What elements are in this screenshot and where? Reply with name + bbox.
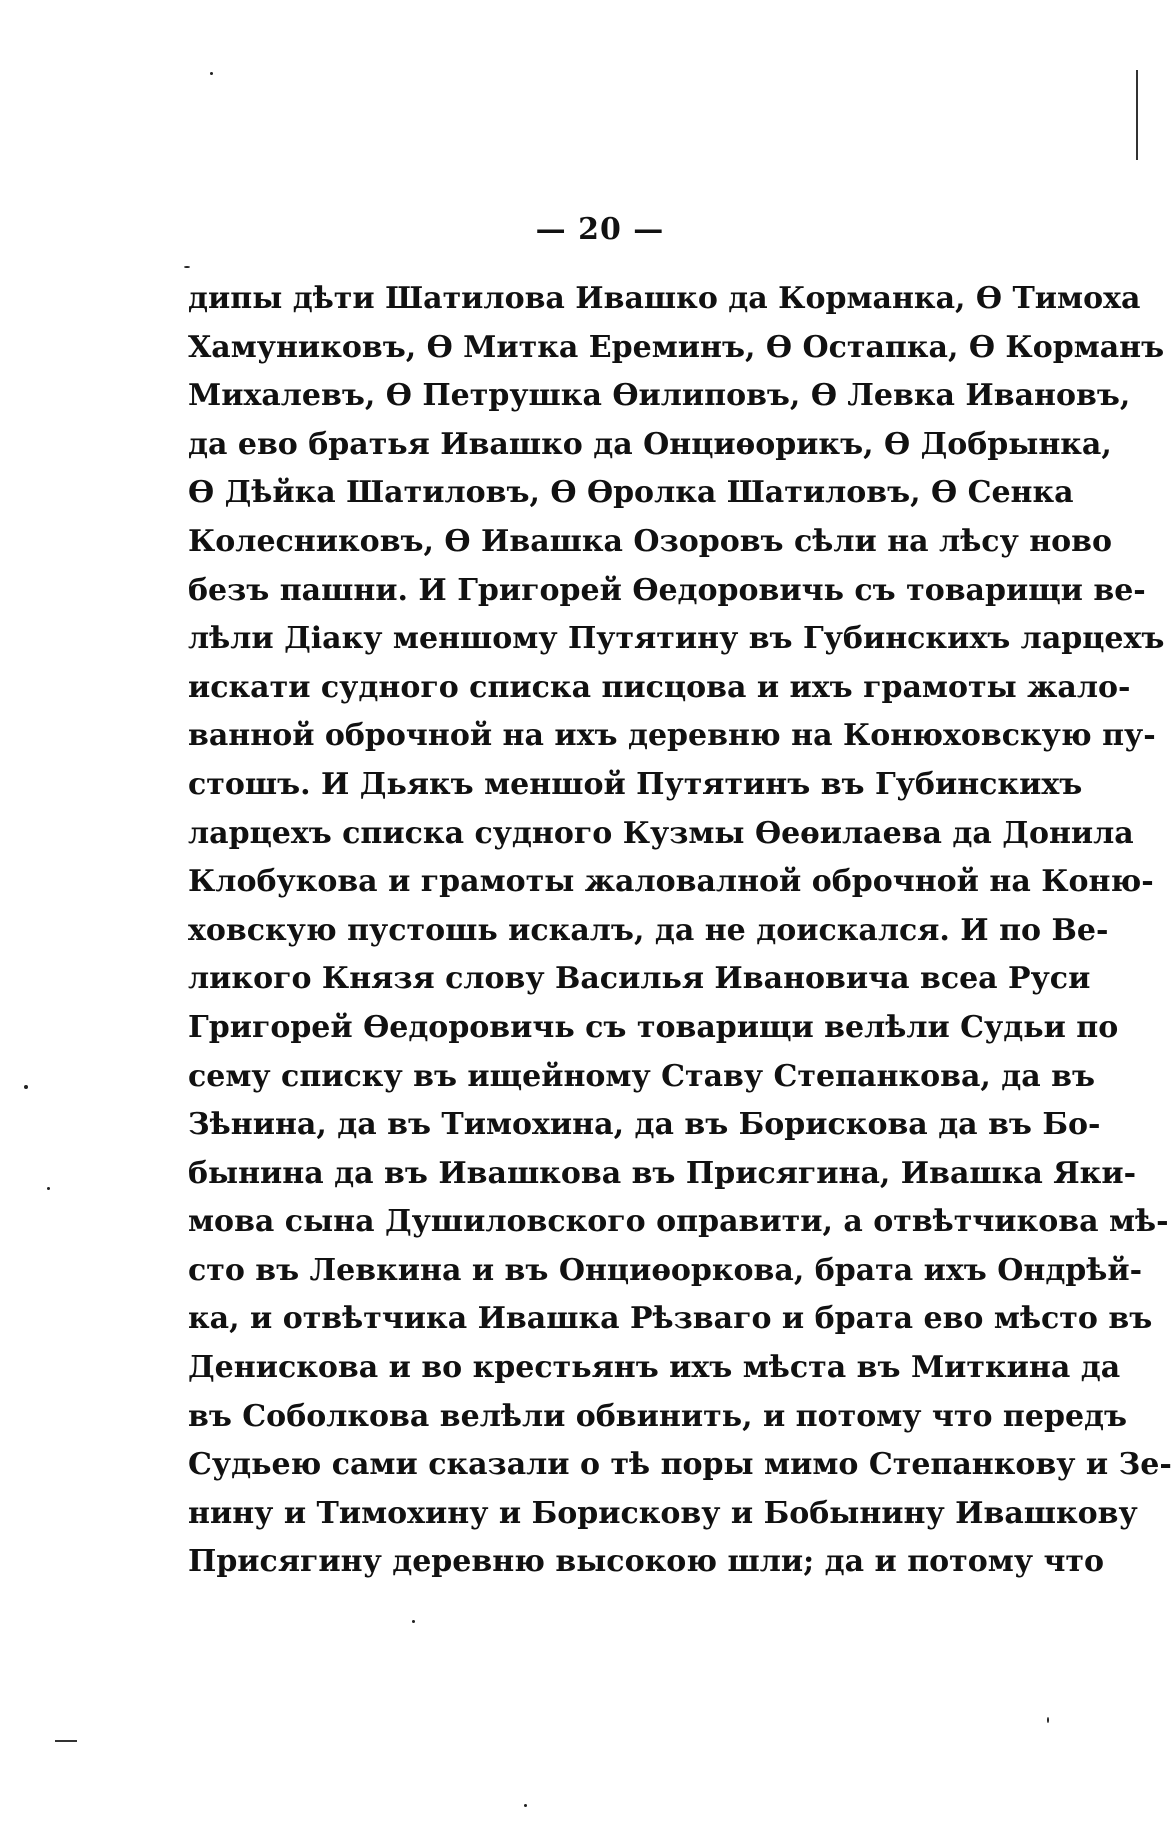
scan-speck [47,1187,50,1190]
text-line: стошъ. И Дьякъ меншой Путятинъ въ Губинскихъ [188,766,1083,802]
scan-edge-mark [55,1740,77,1742]
text-line: Денискова и во крестьянъ ихъ мѣста въ Миткина да [188,1350,1121,1386]
text-line: нину и Тимохину и Борискову и Бобынину Ивашкову [188,1495,1138,1531]
text-line: Ѳ Дѣйка Шатиловъ, Ѳ Ѳролка Шатиловъ, Ѳ Сенка [188,475,1074,511]
body-text [188,275,1172,1587]
text-line: бынина да въ Ивашкова въ Присягина, Ивашка Яки- [188,1155,1137,1191]
text-line: ларцехъ списка судного Кузмы Ѳеѳилаева да Донила [188,815,1134,851]
text-line: Судьею сами сказали о тѣ поры мимо Степанкову и Зе- [188,1447,1172,1483]
text-line: Клобукова и грамоты жаловалной оброчной на Коню- [188,864,1154,900]
text-line: мова сына Душиловского оправити, а отвѣтчикова мѣ- [188,1204,1169,1240]
scan-speck [184,266,190,268]
text-line: Хамуниковъ, Ѳ Митка Ереминъ, Ѳ Остапка, Ѳ Корманъ [188,329,1165,365]
text-line: ликого Князя слову Василья Ивановича всеа Руси [188,961,1091,997]
text-line: сто въ Левкина и въ Онциѳоркова, брата ихъ Ондрѣй- [188,1252,1143,1288]
text-line: дипы дѣти Шатилова Ивашко да Корманка, Ѳ Тимоха [188,281,1141,316]
scan-speck [524,1804,527,1807]
scan-speck [1047,1717,1049,1723]
scan-edge-mark [1136,70,1138,160]
text-line: Григорей Ѳедоровичь съ товарищи велѣли Судьи по [188,1009,1119,1045]
text-line: Михалевъ, Ѳ Петрушка Ѳилиповъ, Ѳ Левка Ивановъ, [188,378,1131,414]
scan-speck [412,1620,415,1623]
scan-speck [24,1085,28,1089]
text-line: безъ пашни. И Григорей Ѳедоровичь съ товарищи ве- [188,572,1146,608]
text-line: сему списку въ ищейному Ставу Степанкова, да въ [188,1058,1096,1094]
page-number: — 20 — [535,212,665,247]
text-line: въ Соболкова велѣли обвинить, и потому что передъ [188,1398,1128,1434]
text-line: ка, и отвѣтчика Ивашка Рѣзваго и брата ево мѣсто въ [188,1301,1153,1337]
text-line: Колесниковъ, Ѳ Ивашка Озоровъ сѣли на лѣсу ново [188,523,1113,559]
text-line: лѣли Діаку меншому Путятину въ Губинскихъ ларцехъ [188,621,1165,657]
text-line: Зѣнина, да въ Тимохина, да въ Борискова да въ Бо- [188,1107,1101,1143]
text-line: ховскую пустошь искалъ, да не доискался. И по Ве- [188,912,1109,948]
text-line: Присягину деревню высокою шли; да и потому что [188,1544,1105,1580]
text-line: да ево братья Ивашко да Онциѳорикъ, Ѳ Добрынка, [188,426,1112,462]
scan-speck [210,72,213,75]
text-line: искати судного списка писцова и ихъ грамоты жало- [188,669,1131,705]
text-line: ванной оброчной на ихъ деревню на Конюховскую пу- [188,718,1156,754]
